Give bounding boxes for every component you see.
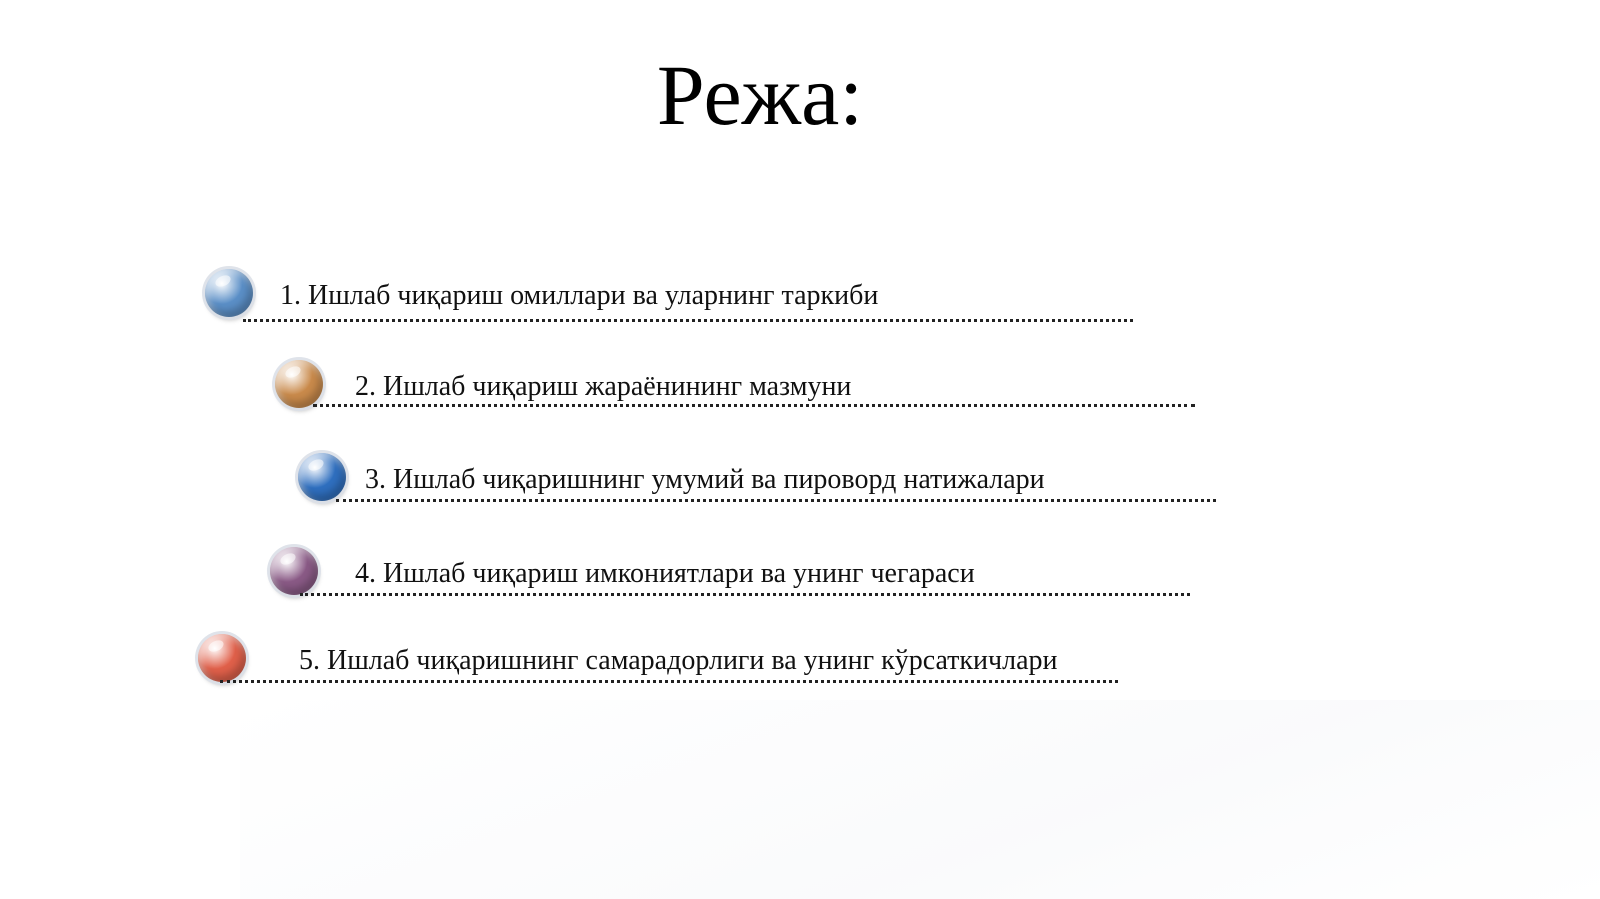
list-item-1: [205, 269, 1125, 329]
list-item-3: [298, 453, 1218, 513]
dotted-leader-line: [243, 319, 1133, 322]
bullet-ball-icon: [270, 547, 318, 595]
bullet-ball-icon: [275, 360, 323, 408]
bullet-ball-icon: [298, 453, 346, 501]
list-item-2: [275, 360, 1195, 420]
dotted-leader-line: [220, 680, 1118, 683]
bullet-ball-icon: [205, 269, 253, 317]
dotted-leader-line: [300, 593, 1190, 596]
list-item-label: 1. Ишлаб чиқариш омиллари ва уларнинг таркиби: [280, 280, 879, 311]
list-item-label: 3. Ишлаб чиқаришнинг умумий ва пироворд натижалари: [365, 464, 1045, 495]
dotted-leader-line: [336, 499, 1216, 502]
dotted-leader-line: [313, 404, 1195, 407]
list-item-label: 2. Ишлаб чиқариш жараёнининг мазмуни: [355, 371, 852, 402]
list-item-4: [270, 547, 1190, 607]
bullet-ball-icon: [198, 634, 246, 682]
list-item-label: 5. Ишлаб чиқаришнинг самарадорлиги ва унинг кўрсаткичлари: [299, 645, 1058, 676]
slide-title: Режа:: [656, 47, 864, 143]
list-item-5: [198, 634, 1118, 694]
list-item-label: 4. Ишлаб чиқариш имкониятлари ва унинг чегараси: [355, 558, 975, 589]
background-texture: [240, 700, 1600, 899]
